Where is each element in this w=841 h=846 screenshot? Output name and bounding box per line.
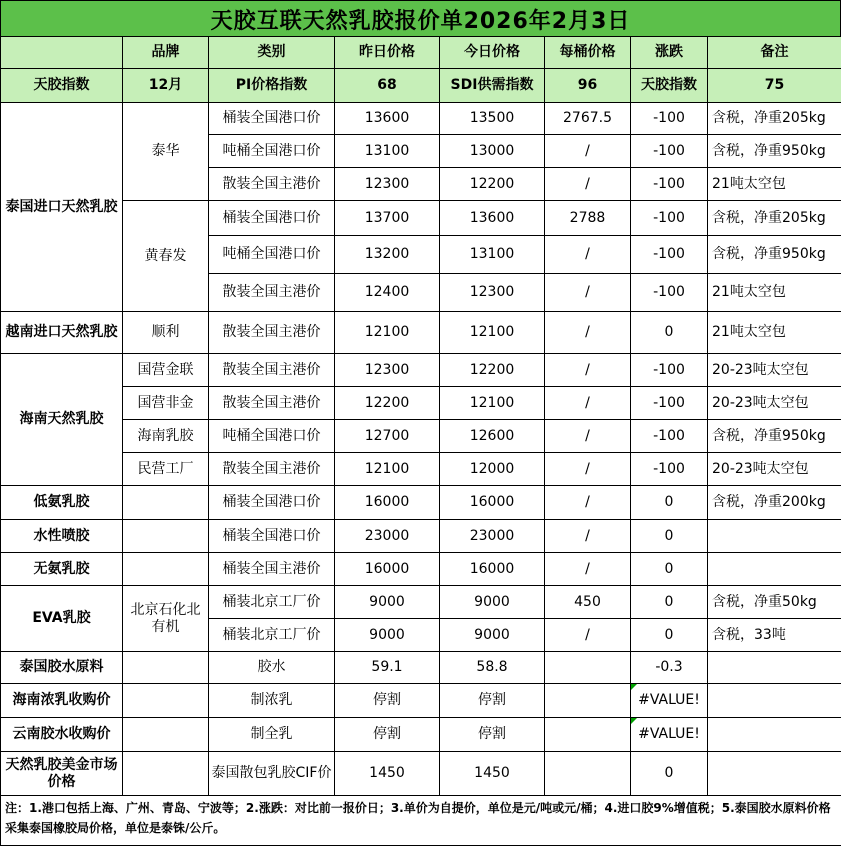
- brand-empty: [123, 520, 209, 553]
- brand-mygc: 民营工厂: [123, 453, 209, 486]
- sdi-value: 96: [545, 69, 631, 103]
- brand-empty: [123, 684, 209, 718]
- category-cell: 吨桶全国港口价: [209, 135, 335, 168]
- note-cell: 20-23吨太空包: [708, 387, 841, 420]
- sdi-label: SDI供需指数: [440, 69, 545, 103]
- note-cell: 含税，净重950kg: [708, 420, 841, 453]
- today-cell: 58.8: [440, 652, 545, 684]
- tj-value: 75: [708, 69, 841, 103]
- yesterday-cell: 12700: [335, 420, 440, 453]
- barrel-cell: [545, 752, 631, 796]
- change-cell: -100: [631, 103, 708, 135]
- pi-label: PI价格指数: [209, 69, 335, 103]
- category-cell: 吨桶全国港口价: [209, 236, 335, 274]
- today-cell: 23000: [440, 520, 545, 553]
- brand-empty: [123, 652, 209, 684]
- yesterday-cell: 12300: [335, 168, 440, 201]
- note-cell: [708, 520, 841, 553]
- note-cell: 含税，净重200kg: [708, 486, 841, 520]
- today-cell: 13000: [440, 135, 545, 168]
- note-cell: 含税，净重950kg: [708, 236, 841, 274]
- group-usd-price: 天然乳胶美金市场价格: [1, 752, 123, 796]
- note-cell: 含税，净重50kg: [708, 586, 841, 619]
- index-label: 天胶指数: [1, 69, 123, 103]
- note-cell: 含税，33吨: [708, 619, 841, 652]
- note-cell: 21吨太空包: [708, 312, 841, 354]
- barrel-cell: /: [545, 453, 631, 486]
- table-row: [1, 453, 841, 486]
- today-cell: 12000: [440, 453, 545, 486]
- today-cell: 13500: [440, 103, 545, 135]
- barrel-cell: /: [545, 619, 631, 652]
- category-cell: 胶水: [209, 652, 335, 684]
- yesterday-cell: 9000: [335, 619, 440, 652]
- yesterday-cell: 停割: [335, 684, 440, 718]
- brand-bjsh: 北京石化北有机: [123, 586, 209, 652]
- header-today: 今日价格: [440, 37, 545, 69]
- group-no-ammonia: 无氨乳胶: [1, 553, 123, 586]
- today-cell: 停割: [440, 718, 545, 752]
- change-cell: -100: [631, 236, 708, 274]
- today-cell: 12100: [440, 312, 545, 354]
- change-cell: -100: [631, 354, 708, 387]
- yesterday-cell: 16000: [335, 486, 440, 520]
- yesterday-cell: 13700: [335, 201, 440, 236]
- brand-empty: [123, 553, 209, 586]
- table-row: [1, 201, 841, 236]
- barrel-cell: /: [545, 135, 631, 168]
- barrel-cell: /: [545, 387, 631, 420]
- change-cell: -100: [631, 135, 708, 168]
- category-cell: 桶装全国港口价: [209, 201, 335, 236]
- table-row: [1, 718, 841, 752]
- today-cell: 13100: [440, 236, 545, 274]
- category-cell: 散装全国主港价: [209, 387, 335, 420]
- yesterday-cell: 59.1: [335, 652, 440, 684]
- category-cell: 泰国散包乳胶CIF价: [209, 752, 335, 796]
- note-cell: 20-23吨太空包: [708, 453, 841, 486]
- group-eva: EVA乳胶: [1, 586, 123, 652]
- today-cell: 16000: [440, 486, 545, 520]
- header-row: [1, 37, 841, 69]
- category-cell: 吨桶全国港口价: [209, 420, 335, 453]
- index-row: [1, 69, 841, 103]
- barrel-cell: /: [545, 312, 631, 354]
- category-cell: 制浓乳: [209, 684, 335, 718]
- barrel-cell: [545, 684, 631, 718]
- brand-gyfj: 国营非金: [123, 387, 209, 420]
- change-cell: -100: [631, 420, 708, 453]
- pi-value: 68: [335, 69, 440, 103]
- table-row: [1, 652, 841, 684]
- header-per-barrel: 每桶价格: [545, 37, 631, 69]
- group-vietnam: 越南进口天然乳胶: [1, 312, 123, 354]
- barrel-cell: /: [545, 168, 631, 201]
- table-row: [1, 103, 841, 135]
- yesterday-cell: 13100: [335, 135, 440, 168]
- change-cell: 0: [631, 752, 708, 796]
- yesterday-cell: 23000: [335, 520, 440, 553]
- yesterday-cell: 1450: [335, 752, 440, 796]
- note-cell: [708, 752, 841, 796]
- group-hainan: 海南天然乳胶: [1, 354, 123, 486]
- group-yunnan-buy: 云南胶水收购价: [1, 718, 123, 752]
- table-row: [1, 420, 841, 453]
- note-cell: [708, 652, 841, 684]
- table-row: [1, 486, 841, 520]
- category-cell: 散装全国主港价: [209, 453, 335, 486]
- category-cell: 桶装全国主港价: [209, 553, 335, 586]
- category-cell: 制全乳: [209, 718, 335, 752]
- table-row: [1, 520, 841, 553]
- today-cell: 13600: [440, 201, 545, 236]
- yesterday-cell: 9000: [335, 586, 440, 619]
- barrel-cell: [545, 718, 631, 752]
- brand-gyjl: 国营金联: [123, 354, 209, 387]
- footnote-row: [1, 796, 841, 846]
- barrel-cell: /: [545, 274, 631, 312]
- note-cell: [708, 553, 841, 586]
- tj-label: 天胶指数: [631, 69, 708, 103]
- table-row: [1, 586, 841, 619]
- brand-hnrj: 海南乳胶: [123, 420, 209, 453]
- change-cell: 0: [631, 486, 708, 520]
- change-cell: -100: [631, 453, 708, 486]
- brand-huangchunfa: 黄春发: [123, 201, 209, 312]
- change-cell: #VALUE!: [631, 684, 708, 718]
- yesterday-cell: 12300: [335, 354, 440, 387]
- table-row: [1, 553, 841, 586]
- group-water-spray: 水性喷胶: [1, 520, 123, 553]
- table-row: [1, 354, 841, 387]
- yesterday-cell: 停割: [335, 718, 440, 752]
- change-cell: -100: [631, 201, 708, 236]
- change-cell: -100: [631, 168, 708, 201]
- change-cell: -0.3: [631, 652, 708, 684]
- header-corner: [1, 37, 123, 69]
- change-cell: 0: [631, 312, 708, 354]
- table-row: [1, 387, 841, 420]
- index-month: 12月: [123, 69, 209, 103]
- brand-empty: [123, 752, 209, 796]
- yesterday-cell: 12100: [335, 453, 440, 486]
- header-category: 类别: [209, 37, 335, 69]
- change-cell: 0: [631, 619, 708, 652]
- group-thai: 泰国进口天然乳胶: [1, 103, 123, 312]
- category-cell: 散装全国主港价: [209, 168, 335, 201]
- category-cell: 散装全国主港价: [209, 354, 335, 387]
- note-cell: 含税，净重205kg: [708, 201, 841, 236]
- barrel-cell: /: [545, 420, 631, 453]
- barrel-cell: [545, 652, 631, 684]
- category-cell: 桶装北京工厂价: [209, 586, 335, 619]
- today-cell: 16000: [440, 553, 545, 586]
- today-cell: 12100: [440, 387, 545, 420]
- price-table: [0, 36, 841, 846]
- brand-taihua: 泰华: [123, 103, 209, 201]
- change-cell: 0: [631, 520, 708, 553]
- brand-empty: [123, 486, 209, 520]
- header-change: 涨跌: [631, 37, 708, 69]
- footnote: 注：1.港口包括上海、广州、青岛、宁波等；2.涨跌：对比前一报价日；3.单价为自提价，单位是元/吨或元/桶；4.进口胶9%增值税；5.泰国胶水原料价格采集泰国橡胶局价格，单位是泰铢/公斤。: [1, 796, 841, 846]
- sheet-title: 天胶互联天然乳胶报价单2026年2月3日: [0, 0, 841, 37]
- barrel-cell: /: [545, 520, 631, 553]
- change-cell: -100: [631, 274, 708, 312]
- category-cell: 桶装全国港口价: [209, 103, 335, 135]
- group-thai-raw: 泰国胶水原料: [1, 652, 123, 684]
- group-low-ammonia: 低氨乳胶: [1, 486, 123, 520]
- category-cell: 散装全国主港价: [209, 274, 335, 312]
- today-cell: 9000: [440, 586, 545, 619]
- barrel-cell: 2788: [545, 201, 631, 236]
- yesterday-cell: 12400: [335, 274, 440, 312]
- today-cell: 9000: [440, 619, 545, 652]
- today-cell: 12600: [440, 420, 545, 453]
- category-cell: 桶装全国港口价: [209, 520, 335, 553]
- table-row: [1, 684, 841, 718]
- today-cell: 12200: [440, 354, 545, 387]
- barrel-cell: /: [545, 553, 631, 586]
- barrel-cell: /: [545, 354, 631, 387]
- yesterday-cell: 12200: [335, 387, 440, 420]
- category-cell: 桶装全国港口价: [209, 486, 335, 520]
- note-cell: 21吨太空包: [708, 168, 841, 201]
- table-row: [1, 312, 841, 354]
- barrel-cell: 450: [545, 586, 631, 619]
- today-cell: 12300: [440, 274, 545, 312]
- change-cell: -100: [631, 387, 708, 420]
- header-note: 备注: [708, 37, 841, 69]
- today-cell: 停割: [440, 684, 545, 718]
- group-hainan-buy: 海南浓乳收购价: [1, 684, 123, 718]
- change-cell: 0: [631, 553, 708, 586]
- yesterday-cell: 12100: [335, 312, 440, 354]
- header-yesterday: 昨日价格: [335, 37, 440, 69]
- note-cell: 21吨太空包: [708, 274, 841, 312]
- header-brand: 品牌: [123, 37, 209, 69]
- today-cell: 1450: [440, 752, 545, 796]
- note-cell: [708, 718, 841, 752]
- today-cell: 12200: [440, 168, 545, 201]
- category-cell: 桶装北京工厂价: [209, 619, 335, 652]
- brand-shunli: 顺利: [123, 312, 209, 354]
- yesterday-cell: 13200: [335, 236, 440, 274]
- change-cell: 0: [631, 586, 708, 619]
- brand-empty: [123, 718, 209, 752]
- yesterday-cell: 13600: [335, 103, 440, 135]
- note-cell: 20-23吨太空包: [708, 354, 841, 387]
- barrel-cell: 2767.5: [545, 103, 631, 135]
- note-cell: 含税，净重205kg: [708, 103, 841, 135]
- barrel-cell: /: [545, 486, 631, 520]
- change-cell: #VALUE!: [631, 718, 708, 752]
- category-cell: 散装全国主港价: [209, 312, 335, 354]
- yesterday-cell: 16000: [335, 553, 440, 586]
- note-cell: [708, 684, 841, 718]
- barrel-cell: /: [545, 236, 631, 274]
- table-row: [1, 752, 841, 796]
- note-cell: 含税，净重950kg: [708, 135, 841, 168]
